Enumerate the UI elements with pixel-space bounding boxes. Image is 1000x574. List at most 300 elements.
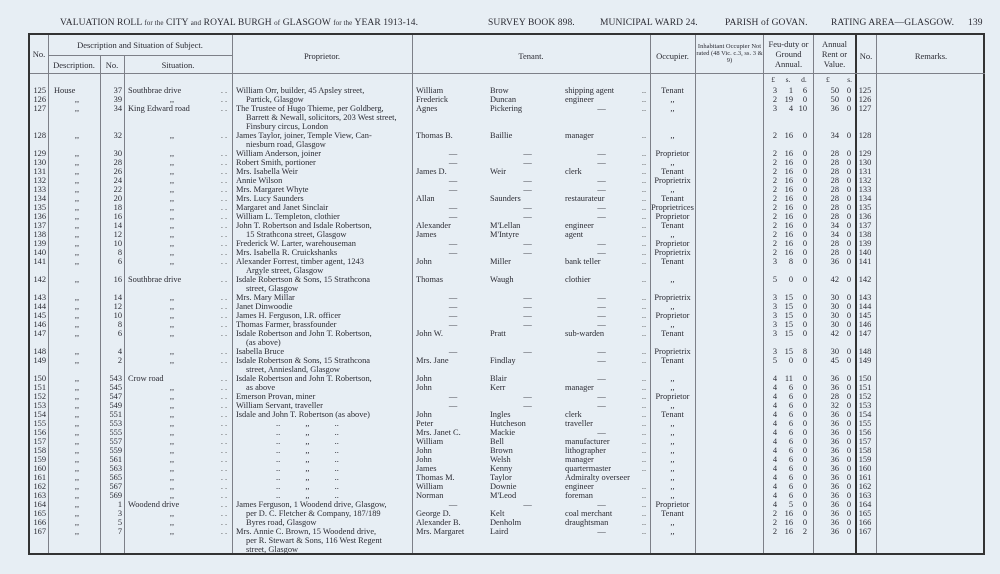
house-number: 26 xyxy=(113,167,122,176)
entry-number: 143 xyxy=(33,293,46,302)
tenant-first-name: — xyxy=(448,392,458,401)
feu-duty xyxy=(763,410,813,419)
feu-pence: 0 xyxy=(802,518,807,527)
feu-pence: 0 xyxy=(802,455,807,464)
leader-dots: .. xyxy=(641,86,647,95)
situation: ,, xyxy=(169,95,175,104)
leader-dots: . . xyxy=(220,383,228,392)
tenant-first-name: — xyxy=(448,320,458,329)
description: ,, xyxy=(74,509,80,518)
entry-number-right: 135 xyxy=(858,203,872,212)
house-number: 10 xyxy=(113,239,122,248)
rent-shillings: 0 xyxy=(846,149,851,158)
entry-number: 156 xyxy=(33,428,46,437)
annual-rent xyxy=(813,221,855,230)
feu-pounds: 4 xyxy=(772,419,777,428)
rent-shillings: 0 xyxy=(846,401,851,410)
occupier: ,, xyxy=(670,482,675,491)
leader-dots: . . xyxy=(220,149,228,158)
description: ,, xyxy=(74,392,80,401)
tenant-surname: M'Leod xyxy=(490,491,517,500)
feu-pence: 0 xyxy=(802,257,807,266)
proprietor-line: Mrs. Isabella R. Cruickshanks xyxy=(236,248,338,257)
situation: ,, xyxy=(169,185,175,194)
leader-dots: .. xyxy=(641,158,647,167)
house-number: 22 xyxy=(113,185,122,194)
feu-pence: 10 xyxy=(798,104,807,113)
occupier: ,, xyxy=(670,464,675,473)
table-row xyxy=(30,275,985,293)
proprietor-line: Frederick W. Larter, warehouseman xyxy=(236,239,356,248)
col-occupier: Occupier. xyxy=(656,51,689,61)
feu-pounds: 4 xyxy=(772,392,777,401)
proprietor xyxy=(232,347,412,356)
annual-rent xyxy=(813,95,855,104)
proprietor-line: Isdale and John T. Robertson (as above) xyxy=(236,410,370,419)
tenant-occupation: — xyxy=(597,500,606,509)
description: ,, xyxy=(74,230,80,239)
tenant-occupation: clerk xyxy=(565,167,582,176)
feu-pence: 0 xyxy=(802,167,807,176)
proprietor-line: Barrett & Newall, solicitors, 203 West street, xyxy=(246,113,397,122)
feu-shillings: 16 xyxy=(784,167,793,176)
house-number: 10 xyxy=(113,311,122,320)
entry-number: 136 xyxy=(33,212,46,221)
feu-pence: 0 xyxy=(802,95,807,104)
table-row xyxy=(30,491,985,500)
leader-dots: .. xyxy=(641,347,647,356)
feu-pence: 0 xyxy=(802,203,807,212)
col-annual-rent: Annual Rent or Value. xyxy=(821,39,848,69)
occupier: ,, xyxy=(670,401,675,410)
annual-rent xyxy=(813,482,855,491)
situation: ,, xyxy=(169,194,175,203)
inhabitant-occupier xyxy=(695,320,763,329)
col-remarks: Remarks. xyxy=(914,51,948,61)
tenant-first-name: Frederick xyxy=(416,95,449,104)
tenant-first-name: — xyxy=(448,500,458,509)
proprietor-line: .. ,, .. xyxy=(276,455,339,464)
situation: ,, xyxy=(169,392,175,401)
leader-dots: . . xyxy=(220,455,228,464)
rent-pounds: 28 xyxy=(830,239,839,248)
tenant-surname: — xyxy=(523,185,532,194)
house-number: 8 xyxy=(117,320,122,329)
tenant-occupation: shipping agent xyxy=(565,86,615,95)
feu-pence: 0 xyxy=(802,149,807,158)
feu-duty xyxy=(763,374,813,383)
tenant-first-name: — xyxy=(448,158,458,167)
description: ,, xyxy=(74,437,80,446)
description: ,, xyxy=(74,356,80,365)
inhabitant-occupier xyxy=(695,518,763,527)
entry-number-right: 148 xyxy=(858,347,872,356)
situation: ,, xyxy=(169,383,175,392)
feu-duty xyxy=(763,473,813,482)
house-number: 12 xyxy=(113,302,122,311)
table-row xyxy=(30,419,985,428)
leader-dots: .. xyxy=(641,446,647,455)
proprietor xyxy=(232,392,412,401)
tenant-occupation: sub-warden xyxy=(565,329,605,338)
rent-pounds: 36 xyxy=(830,374,839,383)
feu-pence: 0 xyxy=(802,221,807,230)
occupier: ,, xyxy=(670,455,675,464)
proprietor xyxy=(232,230,412,239)
inhabitant-occupier xyxy=(695,248,763,257)
leader-dots: . . xyxy=(220,500,228,509)
tenant-surname: Pickering xyxy=(490,104,523,113)
proprietor xyxy=(232,257,412,275)
leader-dots: .. xyxy=(641,149,647,158)
rent-pounds: 30 xyxy=(830,320,839,329)
tenant-occupation: coal merchant xyxy=(565,509,613,518)
inhabitant-occupier xyxy=(695,329,763,347)
feu-shillings: 16 xyxy=(784,248,793,257)
col-no: No. xyxy=(32,49,46,59)
tenant-first-name: — xyxy=(448,302,458,311)
tenant-surname: Welsh xyxy=(490,455,511,464)
leader-dots: .. xyxy=(641,419,647,428)
occupier: ,, xyxy=(670,302,675,311)
house-number: 567 xyxy=(109,482,122,491)
occupier: ,, xyxy=(670,473,675,482)
annual-rent xyxy=(813,419,855,428)
description: ,, xyxy=(74,329,80,338)
entry-number: 128 xyxy=(33,131,46,140)
description: ,, xyxy=(74,221,80,230)
leader-dots: .. xyxy=(641,527,647,536)
feu-shillings: 6 xyxy=(788,410,793,419)
rent-pounds: 36 xyxy=(830,437,839,446)
tenant-occupation: clothier xyxy=(565,275,591,284)
proprietor-line: John T. Robertson and Isdale Robertson, xyxy=(236,221,372,230)
entry-number-right: 157 xyxy=(858,437,872,446)
rent-pounds: 28 xyxy=(830,248,839,257)
annual-rent xyxy=(813,104,855,131)
proprietor xyxy=(232,167,412,176)
leader-dots: . . xyxy=(220,167,228,176)
leader-dots: .. xyxy=(641,185,647,194)
house-number: 563 xyxy=(109,464,122,473)
leader-dots: .. xyxy=(641,491,647,500)
situation: ,, xyxy=(169,158,175,167)
feu-shillings: 6 xyxy=(788,419,793,428)
rent-shillings: 0 xyxy=(846,320,851,329)
occupier: Tenant xyxy=(661,356,684,365)
feu-shillings: 0 xyxy=(788,275,793,284)
entry-number-right: 125 xyxy=(858,86,872,95)
proprietor-line: Janet Dinwoodie xyxy=(236,302,293,311)
house-number: 551 xyxy=(109,410,122,419)
feu-duty xyxy=(763,347,813,356)
house-number: 24 xyxy=(113,176,122,185)
tenant-occupation: — xyxy=(597,203,606,212)
table-row xyxy=(30,149,985,158)
rent-pounds: 30 xyxy=(830,302,839,311)
leader-dots: .. xyxy=(641,221,647,230)
feu-pence: 0 xyxy=(802,302,807,311)
occupier: Tenant xyxy=(661,257,684,266)
proprietor xyxy=(232,428,412,437)
proprietor-line: .. ,, .. xyxy=(276,473,339,482)
proprietor-line: Isabella Bruce xyxy=(236,347,285,356)
entry-number: 152 xyxy=(33,392,46,401)
rent-pounds: 45 xyxy=(830,356,839,365)
proprietor xyxy=(232,248,412,257)
entry-number: 163 xyxy=(33,491,46,500)
feu-pounds: 2 xyxy=(772,518,777,527)
house-number: 1 xyxy=(117,500,122,509)
title-text: GLASGOW xyxy=(282,18,331,28)
occupier: ,, xyxy=(670,419,675,428)
tenant-first-name: — xyxy=(448,311,458,320)
entry-number: 164 xyxy=(33,500,46,509)
annual-rent xyxy=(813,320,855,329)
title-text: VALUATION ROLL xyxy=(60,18,142,28)
tenant-surname: Saunders xyxy=(490,194,521,203)
proprietor-line: Byres road, Glasgow xyxy=(246,518,317,527)
table-row xyxy=(30,428,985,437)
tenant-surname: Waugh xyxy=(490,275,514,284)
table-row xyxy=(30,473,985,482)
tenant-surname: Duncan xyxy=(490,95,517,104)
situation: Southbrae drive xyxy=(128,86,182,95)
rent-shillings: 0 xyxy=(846,518,851,527)
description: ,, xyxy=(74,455,80,464)
feu-duty xyxy=(763,149,813,158)
feu-pence: 0 xyxy=(802,275,807,284)
feu-pence: 0 xyxy=(802,473,807,482)
inhabitant-occupier xyxy=(695,131,763,149)
leader-dots: .. xyxy=(641,410,647,419)
feu-duty xyxy=(763,518,813,527)
entry-number: 125 xyxy=(33,86,46,95)
annual-rent xyxy=(813,185,855,194)
feu-pence: 0 xyxy=(802,482,807,491)
tenant-first-name: — xyxy=(448,185,458,194)
entry-number-right: 132 xyxy=(858,176,872,185)
leader-dots: . . xyxy=(220,473,228,482)
feu-duty xyxy=(763,428,813,437)
tenant-first-name: Mrs. Jane xyxy=(416,356,449,365)
proprietor xyxy=(232,311,412,320)
entry-number: 144 xyxy=(33,302,46,311)
feu-shillings: 16 xyxy=(784,185,793,194)
table-row xyxy=(30,401,985,410)
house-number: 3 xyxy=(117,509,122,518)
description: ,, xyxy=(74,518,80,527)
tenant-surname: Hutcheson xyxy=(490,419,526,428)
table-row xyxy=(30,257,985,275)
situation: ,, xyxy=(169,356,175,365)
feu-pounds: 4 xyxy=(772,464,777,473)
entry-number: 138 xyxy=(33,230,46,239)
situation: ,, xyxy=(169,302,175,311)
proprietor-line: William Orr, builder, 45 Apsley street, xyxy=(236,86,365,95)
proprietor xyxy=(232,356,412,374)
entry-number-right: 167 xyxy=(858,527,872,536)
rent-pounds: 36 xyxy=(830,257,839,266)
divider xyxy=(48,55,232,56)
house-number: 545 xyxy=(109,383,122,392)
entry-number-right: 156 xyxy=(858,428,872,437)
house-number: 16 xyxy=(113,212,122,221)
occupier: Proprietor xyxy=(655,311,690,320)
feu-pence: 0 xyxy=(802,248,807,257)
entry-number-right: 142 xyxy=(858,275,872,284)
rent-pounds: 32 xyxy=(830,401,839,410)
rent-shillings: 0 xyxy=(846,437,851,446)
occupier: ,, xyxy=(670,374,675,383)
tenant-first-name: — xyxy=(448,239,458,248)
tenant-first-name: John xyxy=(416,410,432,419)
col-proprietor: Proprietor. xyxy=(303,51,341,61)
leader-dots: . . xyxy=(220,401,228,410)
tenant-occupation: — xyxy=(597,392,606,401)
feu-pounds: 4 xyxy=(772,383,777,392)
feu-pence: 0 xyxy=(802,293,807,302)
tenant-surname: — xyxy=(523,239,532,248)
leader-dots: .. xyxy=(641,509,647,518)
tenant-occupation: — xyxy=(597,149,606,158)
proprietor-line: Annie Wilson xyxy=(236,176,283,185)
tenant-surname: Findlay xyxy=(490,356,516,365)
entry-number-right: 159 xyxy=(858,455,872,464)
tenant-first-name: William xyxy=(416,482,444,491)
occupier: ,, xyxy=(670,383,675,392)
house-number: 16 xyxy=(113,275,122,284)
annual-rent xyxy=(813,500,855,509)
title-text: CITY xyxy=(166,18,189,28)
feu-shillings: 16 xyxy=(784,212,793,221)
leader-dots: . . xyxy=(220,392,228,401)
feu-pounds: 2 xyxy=(772,239,777,248)
proprietor xyxy=(232,275,412,293)
tenant-surname: — xyxy=(523,347,532,356)
rent-shillings: 0 xyxy=(846,527,851,536)
tenant-occupation: foreman xyxy=(565,491,593,500)
feu-duty xyxy=(763,95,813,104)
leader-dots: . . xyxy=(220,248,228,257)
rent-pounds: 30 xyxy=(830,347,839,356)
entry-number-right: 144 xyxy=(858,302,872,311)
entry-number: 161 xyxy=(33,473,46,482)
feu-pounds: 4 xyxy=(772,410,777,419)
leader-dots: . . xyxy=(220,176,228,185)
feu-pence: 8 xyxy=(802,347,807,356)
description: ,, xyxy=(74,257,80,266)
entry-number: 166 xyxy=(33,518,46,527)
feu-shillings: 16 xyxy=(784,203,793,212)
table-row xyxy=(30,518,985,527)
occupier: ,, xyxy=(670,446,675,455)
leader-dots: . . xyxy=(220,374,228,383)
feu-shillings: 6 xyxy=(788,392,793,401)
entry-number-right: 165 xyxy=(858,509,872,518)
description: ,, xyxy=(74,347,80,356)
entry-number-right: 160 xyxy=(858,464,872,473)
proprietor-line: Mrs. Margaret Whyte xyxy=(236,185,309,194)
table-row xyxy=(30,347,985,356)
situation: ,, xyxy=(169,320,175,329)
description: ,, xyxy=(74,131,80,140)
description: ,, xyxy=(74,95,80,104)
leader-dots: .. xyxy=(641,356,647,365)
proprietor xyxy=(232,176,412,185)
leader-dots: .. xyxy=(641,167,647,176)
tenant-occupation: — xyxy=(597,527,606,536)
description: ,, xyxy=(74,185,80,194)
annual-rent xyxy=(813,212,855,221)
feu-pounds: 3 xyxy=(772,311,777,320)
entry-number: 160 xyxy=(33,464,46,473)
annual-rent xyxy=(813,383,855,392)
feu-pounds: 3 xyxy=(772,320,777,329)
occupier: Proprietor xyxy=(655,392,690,401)
occupier: ,, xyxy=(670,95,675,104)
annual-rent xyxy=(813,356,855,374)
description: ,, xyxy=(74,302,80,311)
unit-pence: d. xyxy=(801,75,807,84)
tenant-occupation: draughtsman xyxy=(565,518,609,527)
rent-shillings: 0 xyxy=(846,230,851,239)
description: ,, xyxy=(74,401,80,410)
inhabitant-occupier xyxy=(695,239,763,248)
table-row xyxy=(30,500,985,509)
annual-rent xyxy=(813,275,855,293)
feu-pence: 0 xyxy=(802,509,807,518)
tenant-surname: Kerr xyxy=(490,383,506,392)
description: ,, xyxy=(74,311,80,320)
inhabitant-occupier xyxy=(695,212,763,221)
tenant-surname: Brow xyxy=(490,86,509,95)
tenant-occupation: engineer xyxy=(565,221,594,230)
feu-pounds: 2 xyxy=(772,527,777,536)
feu-shillings: 15 xyxy=(784,329,793,338)
inhabitant-occupier xyxy=(695,401,763,410)
leader-dots: .. xyxy=(641,176,647,185)
table-body xyxy=(30,86,985,554)
feu-duty xyxy=(763,275,813,293)
leader-dots: .. xyxy=(641,464,647,473)
leader-dots xyxy=(638,473,650,482)
rent-shillings: 0 xyxy=(846,131,851,140)
table-row xyxy=(30,374,985,383)
rent-shillings: 0 xyxy=(846,329,851,338)
entry-number-right: 151 xyxy=(858,383,872,392)
inhabitant-occupier xyxy=(695,527,763,554)
description: ,, xyxy=(74,428,80,437)
rent-pounds: 36 xyxy=(830,383,839,392)
leader-dots: . . xyxy=(220,527,228,536)
occupier: ,, xyxy=(670,275,675,284)
tenant-first-name: Agnes xyxy=(416,104,438,113)
table-row xyxy=(30,329,985,347)
rent-pounds: 36 xyxy=(830,455,839,464)
table-row xyxy=(30,203,985,212)
tenant-occupation: Admiralty overseer xyxy=(565,473,630,482)
proprietor xyxy=(232,509,412,518)
tenant-occupation: manager xyxy=(565,455,594,464)
annual-rent xyxy=(813,302,855,311)
proprietor xyxy=(232,212,412,221)
rent-pounds: 36 xyxy=(830,104,839,113)
leader-dots: .. xyxy=(641,455,647,464)
occupier: Tenant xyxy=(661,410,684,419)
feu-duty xyxy=(763,464,813,473)
tenant-occupation: clerk xyxy=(565,410,582,419)
